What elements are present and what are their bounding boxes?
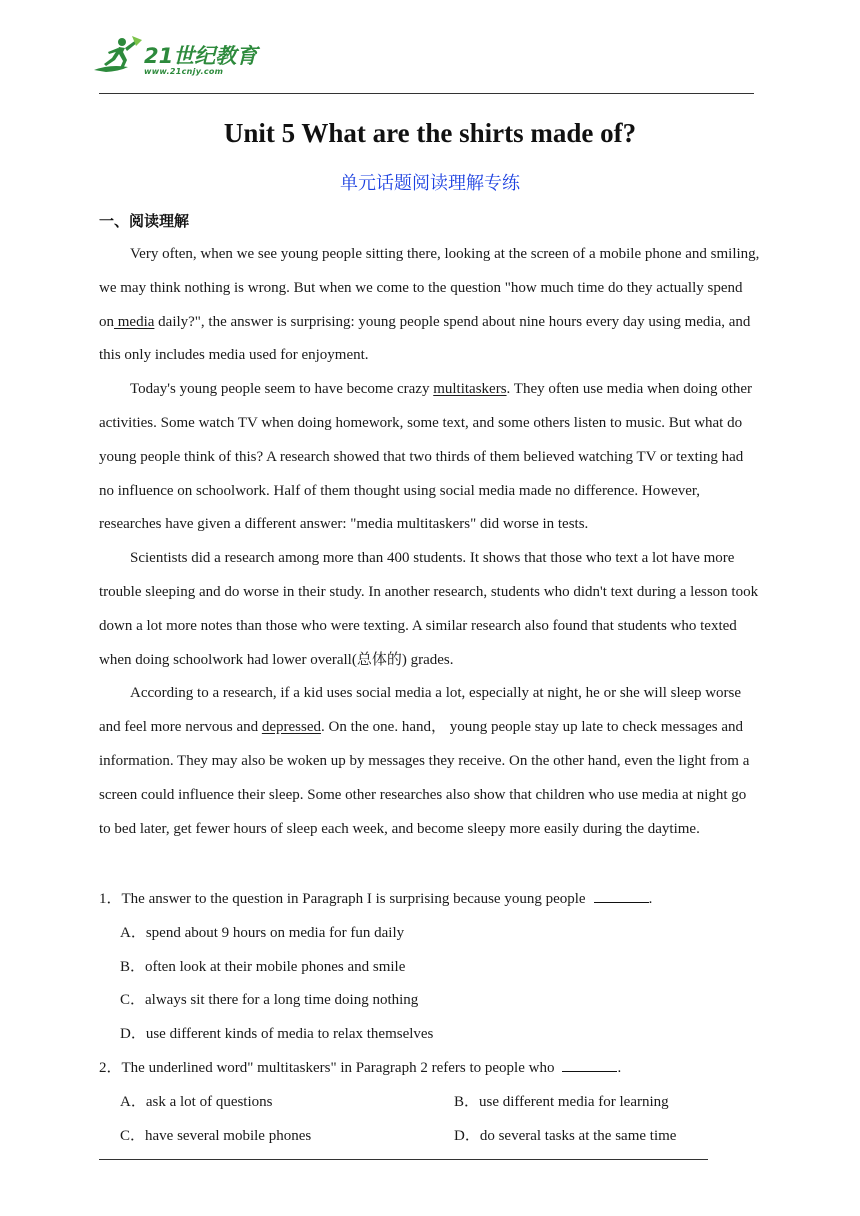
paragraph-1: Very often, when we see young people sitting there, looking at the screen of a mobile phone and smiling, we may think nothing is wrong. But when we come to the question "how much time do they actually spend on media daily?", the answer is surprising: young people spend about nine hours every day using media, and this only includes media used for enjoyment. xyxy=(99,246,760,364)
paragraph-3: Scientists did a research among more than 400 students. It shows that those who text a lot have more trouble sleeping and do worse in their study. In another research, students who didn't text during a lesson took down a lot more notes than those who were texting. A similar research also found that students who texted when doing schoolwork had lower overall(总体的) grades. xyxy=(99,550,759,668)
question-stem: 2．The underlined word" multitaskers" in Paragraph 2 refers to people who xyxy=(99,1060,555,1076)
paragraph-4: According to a research, if a kid uses social media a lot, especially at night, he or she will sleep worse and feel more nervous and depressed. On the one. hand， young people stay up late to check messages and information. They may also be woken up by messages they receive. On the other hand, even the light from a screen could influence their sleep. Some other researches also show that children who use media at night go to bed later, get fewer hours of sleep each week, and become sleepy more easily during the daytime. xyxy=(99,685,750,837)
underlined-word-multitaskers: multitaskers xyxy=(433,381,507,398)
question-stem: 1．The answer to the question in Paragraph I is surprising because young people xyxy=(99,891,586,907)
question-1: 1．The answer to the question in Paragraph I is surprising because young people . xyxy=(99,891,653,907)
page-subtitle: 单元话题阅读理解专练 xyxy=(340,173,520,194)
option-2b: B．use different media for learning xyxy=(454,1094,669,1110)
reading-passage xyxy=(99,238,761,846)
section-heading: 一、阅读理解 xyxy=(99,212,190,230)
option-1b: B．often look at their mobile phones and smile xyxy=(120,959,406,975)
underlined-word-media: media xyxy=(114,313,155,330)
site-logo xyxy=(92,30,262,80)
logo-url: www.21cnjy.com xyxy=(144,67,224,76)
option-1a: A．spend about 9 hours on media for fun daily xyxy=(120,925,405,941)
option-1d: D．use different kinds of media to relax themselves xyxy=(120,1026,434,1042)
question-2: 2．The underlined word" multitaskers" in Paragraph 2 refers to people who . xyxy=(99,1060,622,1076)
footer-divider xyxy=(99,1159,708,1160)
logo-text: 21世纪教育 xyxy=(144,44,258,68)
answer-blank xyxy=(594,889,649,903)
header-divider xyxy=(99,93,754,94)
answer-blank xyxy=(562,1058,617,1072)
option-2d: D．do several tasks at the same time xyxy=(454,1128,677,1144)
option-2a: A．ask a lot of questions xyxy=(120,1094,273,1110)
option-1c: C．always sit there for a long time doing nothing xyxy=(120,992,419,1008)
underlined-word-depressed: depressed xyxy=(261,719,322,736)
option-2c: C．have several mobile phones xyxy=(120,1128,312,1144)
page-title: Unit 5 What are the shirts made of? xyxy=(223,118,637,148)
runner-logo-icon xyxy=(92,34,144,76)
paragraph-2: Today's young people seem to have become crazy multitaskers. They often use media when doing other activities. Some watch TV when doing homework, some text, and some others listen to music. But what do young people think of this? A research showed that two thirds of them believed watching TV or texting had no influence on schoolwork. Half of them thought using social media made no difference. However, researches have given a different answer: "media multitaskers" did worse in tests. xyxy=(99,381,753,533)
